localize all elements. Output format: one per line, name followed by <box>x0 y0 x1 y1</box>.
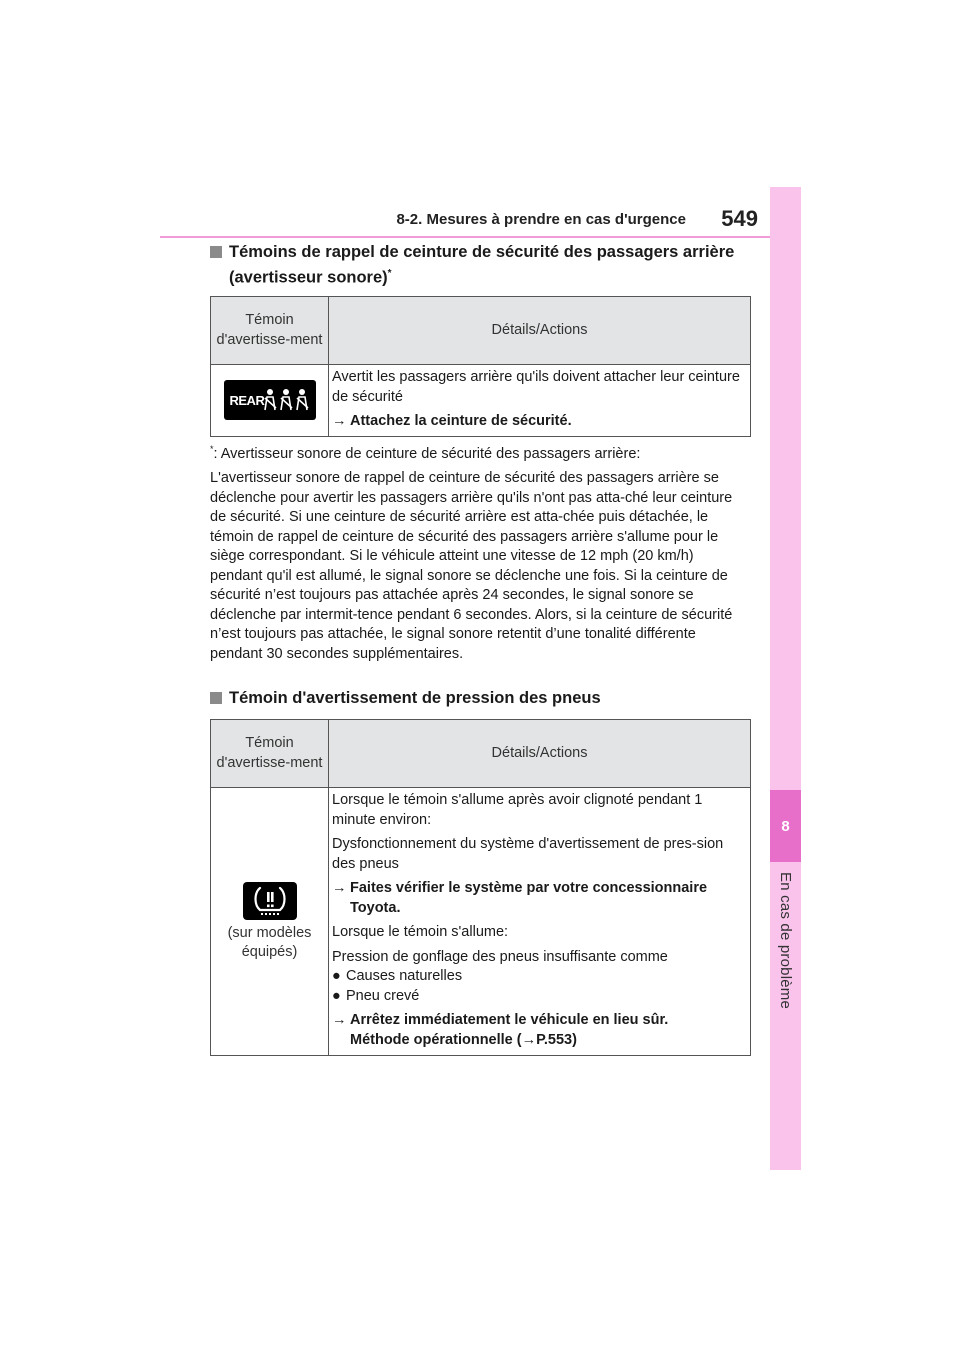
arrow-icon: → <box>332 1012 347 1028</box>
footnote: *: Avertisseur sonore de ceinture de sécurité des passagers arrière: <box>210 444 641 462</box>
table-header-row <box>211 720 751 788</box>
column-header-indicator: Témoin d'avertisse-ment <box>211 297 329 365</box>
bullet-icon: ● <box>332 987 341 1004</box>
arrow-icon: → <box>521 1031 537 1048</box>
page-number: 549 <box>721 206 758 231</box>
page-header <box>160 200 770 238</box>
page-reference: P.553 <box>536 1031 573 1048</box>
indicator-cell <box>211 788 329 1056</box>
column-header-indicator: Témoin d'avertisse-ment <box>211 720 329 788</box>
heading-square-icon <box>210 692 222 704</box>
table-header-row <box>211 297 751 365</box>
table-row <box>211 365 751 437</box>
action-line: → Faites vérifier le système par votre concessionnaire Toyota. <box>332 880 708 916</box>
bullet-icon: ● <box>332 968 341 984</box>
indicator-cell <box>211 365 329 437</box>
tire-pressure-warning-table <box>210 719 751 1056</box>
column-header-details: Détails/Actions <box>329 297 751 365</box>
arrow-icon: → <box>332 413 347 429</box>
chapter-label: En cas de problème <box>777 872 794 1010</box>
table-row <box>211 788 751 1056</box>
list-item: ● Causes naturelles <box>332 967 744 987</box>
body-paragraph: L'avertisseur sonore de rappel de ceinture de sécurité des passagers arrière se déclenche pour avertir les passagers arrière qu'ils n'ont pas atta-ché leur ceinture de sécurité. Si une ceinture de sécurité arrière est atta-chée puis détachée, le témoin de rappel de ceinture de sécurité des passagers arrière s'allume pour le siège correspondant. Si le véhicule atteint une vitesse de 12 mph (20 km/h) pendant qu'il est allumé, le signal sonore se déclenche une fois. Si la ceinture de sécurité n’est toujours pas attachée après 24 secondes, le signal sonore se déclenche par intermit-tence pendant 6 secondes. Alors, si la ceinture de sécurité n’est toujours pas attachée, le signal sonore retentit d’une tonalité différente pendant 30 secondes supplémentaires. <box>210 470 733 662</box>
equipped-note: (sur modèles équipés) <box>227 924 312 960</box>
section-heading-seatbelt: Témoins de rappel de ceinture de sécurité des passagers arrière (avertisseur sonore)* <box>210 242 750 289</box>
action-line: → Arrêtez immédiatement le véhicule en lieu sûr. Méthode opérationnelle (→P.553) <box>332 1012 669 1048</box>
section-title: 8-2. Mesures à prendre en cas d'urgence <box>396 211 686 228</box>
tire-pressure-warning-icon <box>243 882 297 920</box>
seatbelt-warning-table <box>210 296 751 437</box>
arrow-icon: → <box>332 880 347 896</box>
details-cell: Lorsque le témoin s'allume après avoir clignoté pendant 1 minute environ: Dysfonctionnement du système d'avertissement de pres-sion des pneus → Faites vérifier le système par votre concessionnaire Toyota. Lorsque le témoin s'allume: Pression de gonflage des pneus insuffisante comme ● Causes naturelles ● Pneu crevé → Arrêtez immédiatement le véhicule en lieu sûr. Méthode opérationnelle (→P.553) <box>329 788 751 1056</box>
details-cell: Avertit les passagers arrière qu'ils doivent attacher leur ceinture de sécurité → Attachez la ceinture de sécurité. <box>329 365 751 437</box>
chapter-number: 8 <box>770 790 801 862</box>
list-item: ● Pneu crevé <box>332 987 744 1007</box>
rear-seatbelt-reminder-icon: REAR <box>224 380 316 420</box>
section-heading-tire-pressure: Témoin d'avertissement de pression des pneus <box>210 688 750 709</box>
column-header-details: Détails/Actions <box>329 720 751 788</box>
action-line: → Attachez la ceinture de sécurité. <box>332 412 744 432</box>
heading-square-icon <box>210 246 222 258</box>
